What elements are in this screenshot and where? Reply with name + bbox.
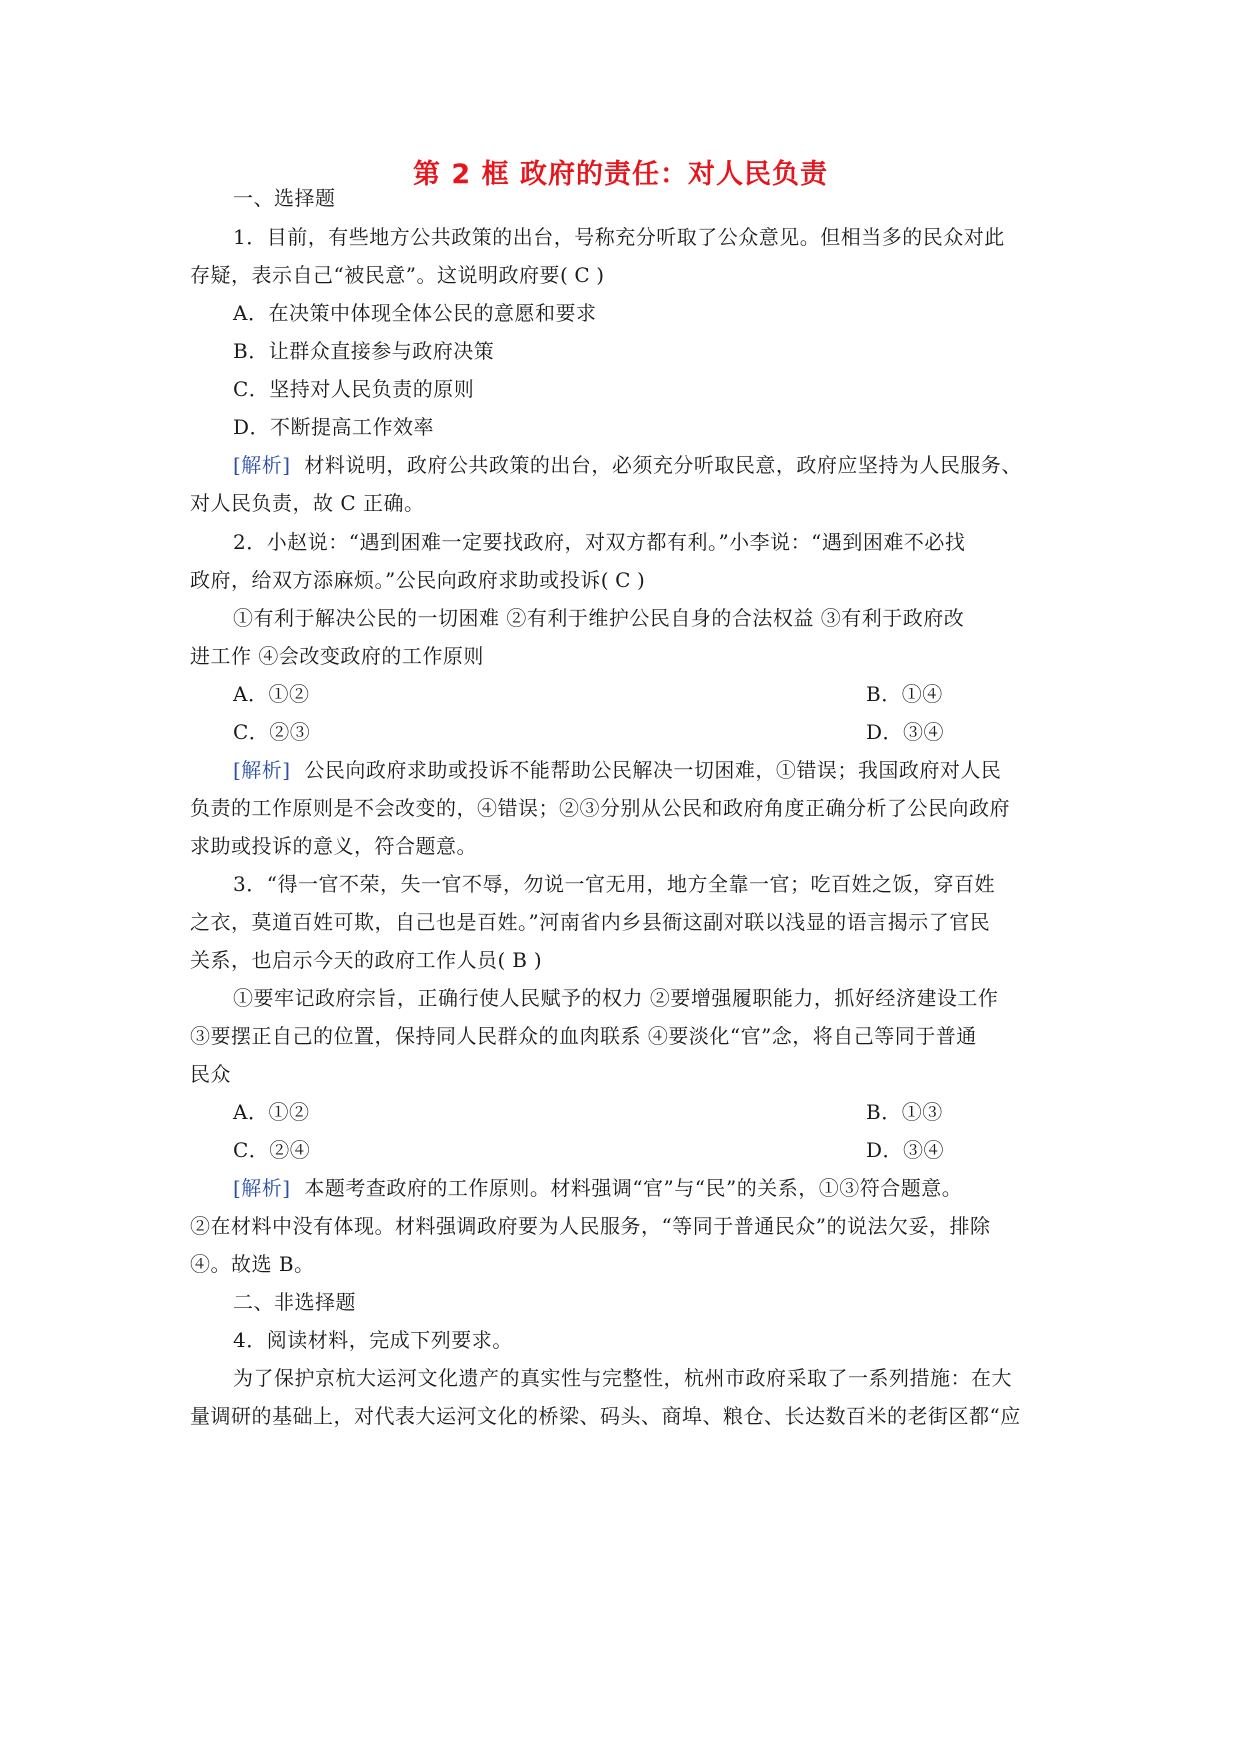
question-3-options-row-1 [233, 1091, 1060, 1133]
question-1-analysis-cont: 对人民负责，故 C 正确。 [190, 491, 425, 515]
question-3-items-cont: 民众 [190, 1062, 231, 1086]
question-2-option-b: B．①④ [866, 682, 943, 706]
question-2-analysis [233, 749, 1060, 791]
question-3-items: ①要牢记政府宗旨，正确行使人民赋予的权力 ②要增强履职能力，抓好经济建设工作 [233, 986, 999, 1010]
question-1-answer: C [574, 263, 591, 287]
question-4-material-cont: 量调研的基础上，对代表大运河文化的桥梁、码头、商埠、粮仓、长达数百米的老街区都“应 [190, 1404, 1021, 1428]
question-2-stem: 2．小赵说：“遇到困难一定要找政府，对双方都有利。”小李说：“遇到困难不必找 [233, 530, 966, 554]
question-4-material: 为了保护京杭大运河文化遗产的真实性与完整性，杭州市政府采取了一系列措施：在大 [233, 1366, 1012, 1390]
question-3-close-paren: ) [533, 948, 543, 972]
question-3-analysis-cont: ②在材料中没有体现。材料强调政府要为人民服务，“等同于普通民众”的说法欠妥，排除 [190, 1214, 991, 1238]
question-3-stem-cont [190, 939, 1060, 981]
question-3-option-d: D．③④ [866, 1138, 945, 1162]
question-2-close-paren: ) [637, 568, 646, 592]
page-title: 第 2 框 政府的责任：对人民负责 [413, 159, 828, 190]
section-heading: 二、非选择题 [233, 1290, 356, 1314]
question-2-analysis-cont: 负责的工作原则是不会改变的，④错误；②③分别从公民和政府角度正确分析了公民向政府 [190, 796, 1010, 820]
analysis-tag: [解析] [233, 1176, 291, 1200]
question-4-stem: 4．阅读材料，完成下列要求。 [233, 1328, 513, 1352]
analysis-text: 材料说明，政府公共政策的出台，必须充分听取民意，政府应坚持为人民服务、 [304, 453, 1022, 477]
question-3-answer: B [512, 948, 528, 972]
question-3-option-b: B．①③ [866, 1100, 943, 1124]
question-3-stem-text: 关系，也启示今天的政府工作人员( [190, 948, 506, 972]
question-2-options-row-1 [233, 673, 1060, 715]
question-2-items: ①有利于解决公民的一切困难 ②有利于维护公民自身的合法权益 ③有利于政府改 [233, 606, 965, 630]
question-3-analysis-cont: ④。故选 B。 [190, 1252, 315, 1276]
question-3-stem: 3．“得一官不荣，失一官不辱，勿说一官无用，地方全靠一官；吃百姓之饭，穿百姓 [233, 872, 995, 896]
analysis-text: 本题考查政府的工作原则。材料强调“官”与“民”的关系，①③符合题意。 [304, 1176, 963, 1200]
question-3-items-cont: ③要摆正自己的位置，保持同人民群众的血肉联系 ④要淡化“官”念，将自己等同于普通 [190, 1024, 977, 1048]
question-3-stem-cont: 之衣，莫道百姓可欺，自己也是百姓。”河南省内乡县衙这副对联以浅显的语言揭示了官民 [190, 910, 991, 934]
question-1-option-b: B．让群众直接参与政府决策 [233, 339, 495, 363]
question-2-stem-text: 政府，给双方添麻烦。”公民向政府求助或投诉( [190, 568, 610, 592]
section-heading: 一、选择题 [233, 186, 336, 210]
question-1-option-a: A．在决策中体现全体公民的意愿和要求 [233, 301, 597, 325]
question-1-stem-cont [190, 254, 1060, 296]
question-3-option-a: A．①② [233, 1100, 310, 1124]
question-2-options-row-2 [233, 711, 1060, 753]
question-1-option-d: D．不断提高工作效率 [233, 415, 435, 439]
question-1-analysis [233, 444, 1060, 486]
question-2-option-a: A．①② [233, 682, 310, 706]
question-2-analysis-cont: 求助或投诉的意义，符合题意。 [190, 834, 477, 858]
question-2-option-d: D．③④ [866, 720, 945, 744]
analysis-tag: [解析] [233, 453, 291, 477]
question-1-close-paren: ) [596, 263, 605, 287]
analysis-text: 公民向政府求助或投诉不能帮助公民解决一切困难，①错误；我国政府对人民 [304, 758, 1002, 782]
question-2-option-c: C．②③ [233, 720, 311, 744]
question-1-option-c: C．坚持对人民负责的原则 [233, 377, 475, 401]
question-2-answer: C [615, 568, 631, 592]
question-2-items-cont: 进工作 ④会改变政府的工作原则 [190, 644, 484, 668]
analysis-tag: [解析] [233, 758, 291, 782]
question-3-analysis [233, 1167, 1060, 1209]
question-3-options-row-2 [233, 1129, 1060, 1171]
question-1-stem-text: 存疑，表示自己“被民意”。这说明政府要( [190, 263, 569, 287]
question-3-option-c: C．②④ [233, 1138, 311, 1162]
question-1-stem: 1．目前，有些地方公共政策的出台，号称充分听取了公众意见。但相当多的民众对此 [233, 225, 1005, 249]
question-2-stem-cont [190, 559, 1060, 601]
